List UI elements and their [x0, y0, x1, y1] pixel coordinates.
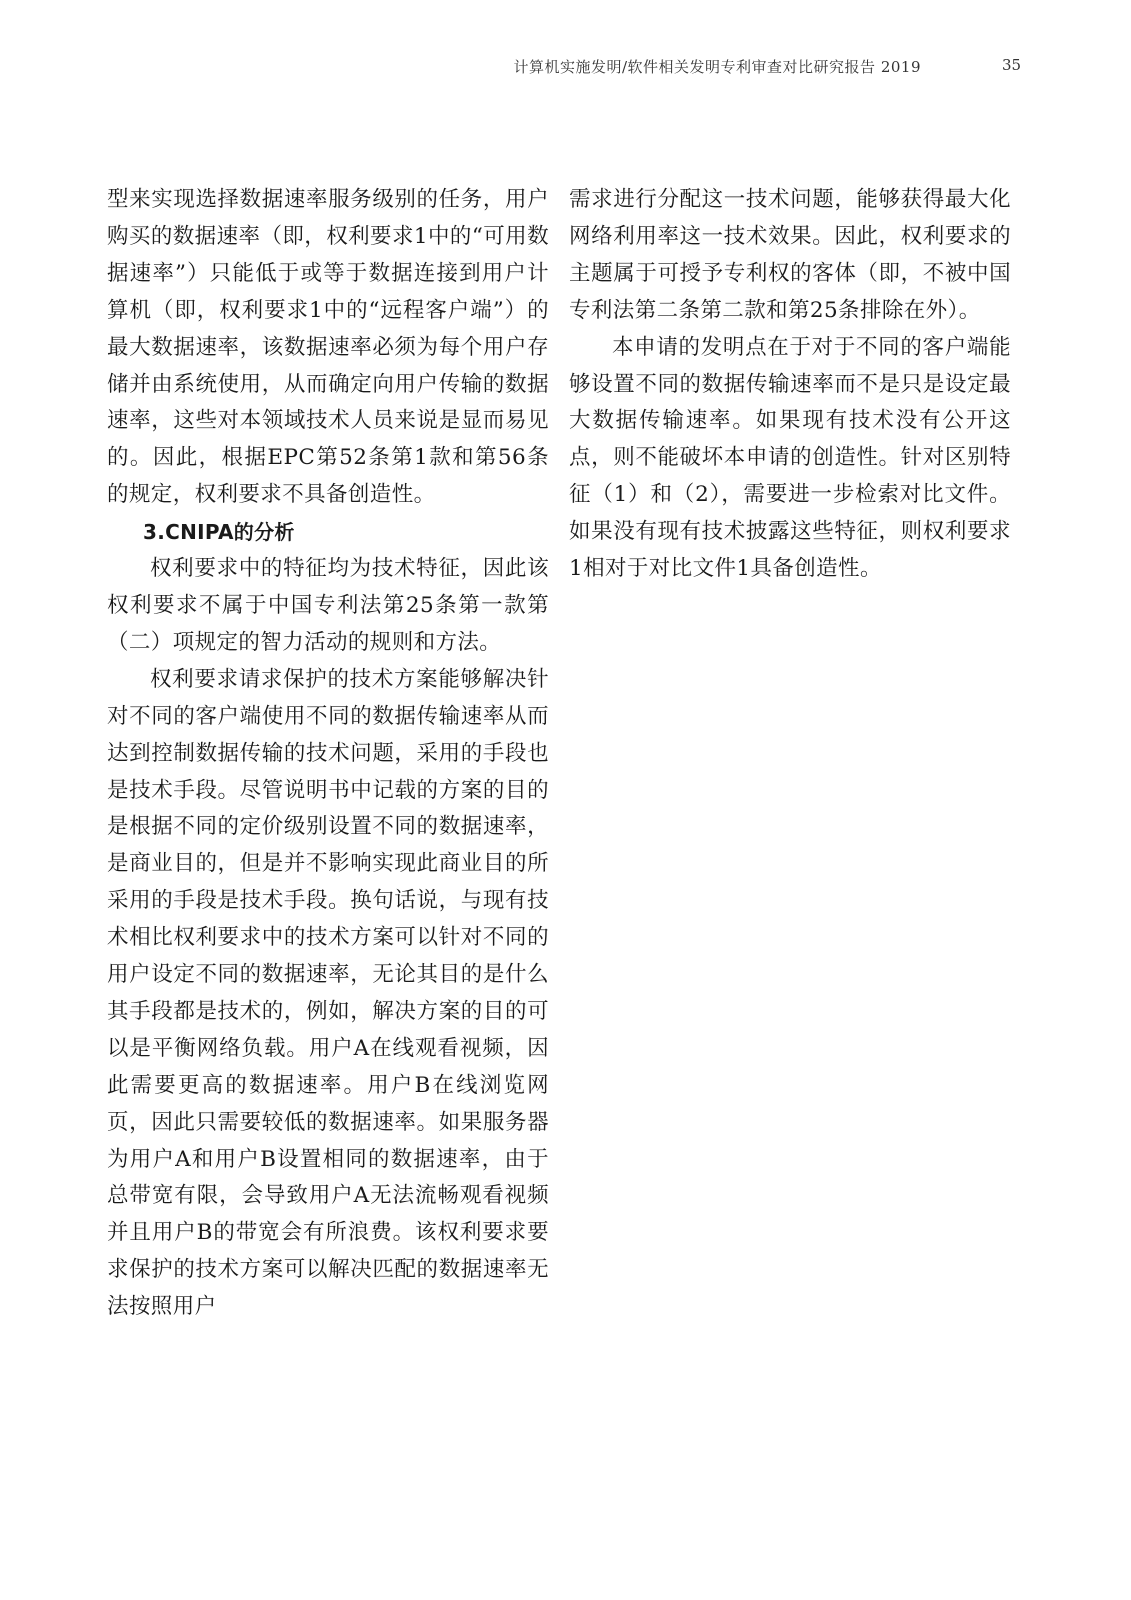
- page-number: 35: [1002, 56, 1022, 74]
- paragraph: 本申请的发明点在于对于不同的客户端能够设置不同的数据传输速率而不是只是设定最大数据传输速率。如果现有技术没有公开这点，则不能破坏本申请的创造性。针对区别特征（1）和（2），需要进一步检索对比文件。如果没有现有技术披露这些特征，则权利要求1相对于对比文件1具备创造性。: [569, 334, 1011, 582]
- page-header: [0, 56, 1131, 80]
- paragraph-continued: 需求进行分配这一技术问题，能够获得最大化网络利用率这一技术效果。因此，权利要求的主题属于可授予专利权的客体（即，不被中国专利法第二条第二款和第25条排除在外）。: [569, 187, 1011, 323]
- right-column: [569, 182, 1011, 588]
- paragraph: 权利要求中的特征均为技术特征，因此该权利要求不属于中国专利法第25条第一款第（二）项规定的智力活动的规则和方法。: [107, 556, 549, 655]
- section-heading: 3.CNIPA的分析: [143, 520, 295, 545]
- running-header-title: 计算机实施发明/软件相关发明专利审查对比研究报告 2019: [513, 58, 921, 76]
- left-column: [107, 182, 549, 1326]
- paragraph: 权利要求请求保护的技术方案能够解决针对不同的客户端使用不同的数据传输速率从而达到控制数据传输的技术问题，采用的手段也是技术手段。尽管说明书中记载的方案的目的是根据不同的定价级别设置不同的数据速率，是商业目的，但是并不影响实现此商业目的所采用的手段是技术手段。换句话说，与现有技术相比权利要求中的技术方案可以针对不同的用户设定不同的数据速率，无论其目的是什么其手段都是技术的，例如，解决方案的目的可以是平衡网络负载。用户A在线观看视频，因此需要更高的数据速率。用户B在线浏览网页，因此只需要较低的数据速率。如果服务器为用户A和用户B设置相同的数据速率，由于总带宽有限，会导致用户A无法流畅观看视频并且用户B的带宽会有所浪费。该权利要求要求保护的技术方案可以解决匹配的数据速率无法按照用户: [107, 666, 549, 1320]
- paragraph-continued: 型来实现选择数据速率服务级别的任务，用户购买的数据速率（即，权利要求1中的“可用数据速率”）只能低于或等于数据连接到用户计算机（即，权利要求1中的“远程客户端”）的最大数据速率，该数据速率必须为每个用户存储并由系统使用，从而确定向用户传输的数据速率，这些对本领域技术人员来说是显而易见的。因此，根据EPC第52条第1款和第56条的规定，权利要求不具备创造性。: [107, 187, 549, 508]
